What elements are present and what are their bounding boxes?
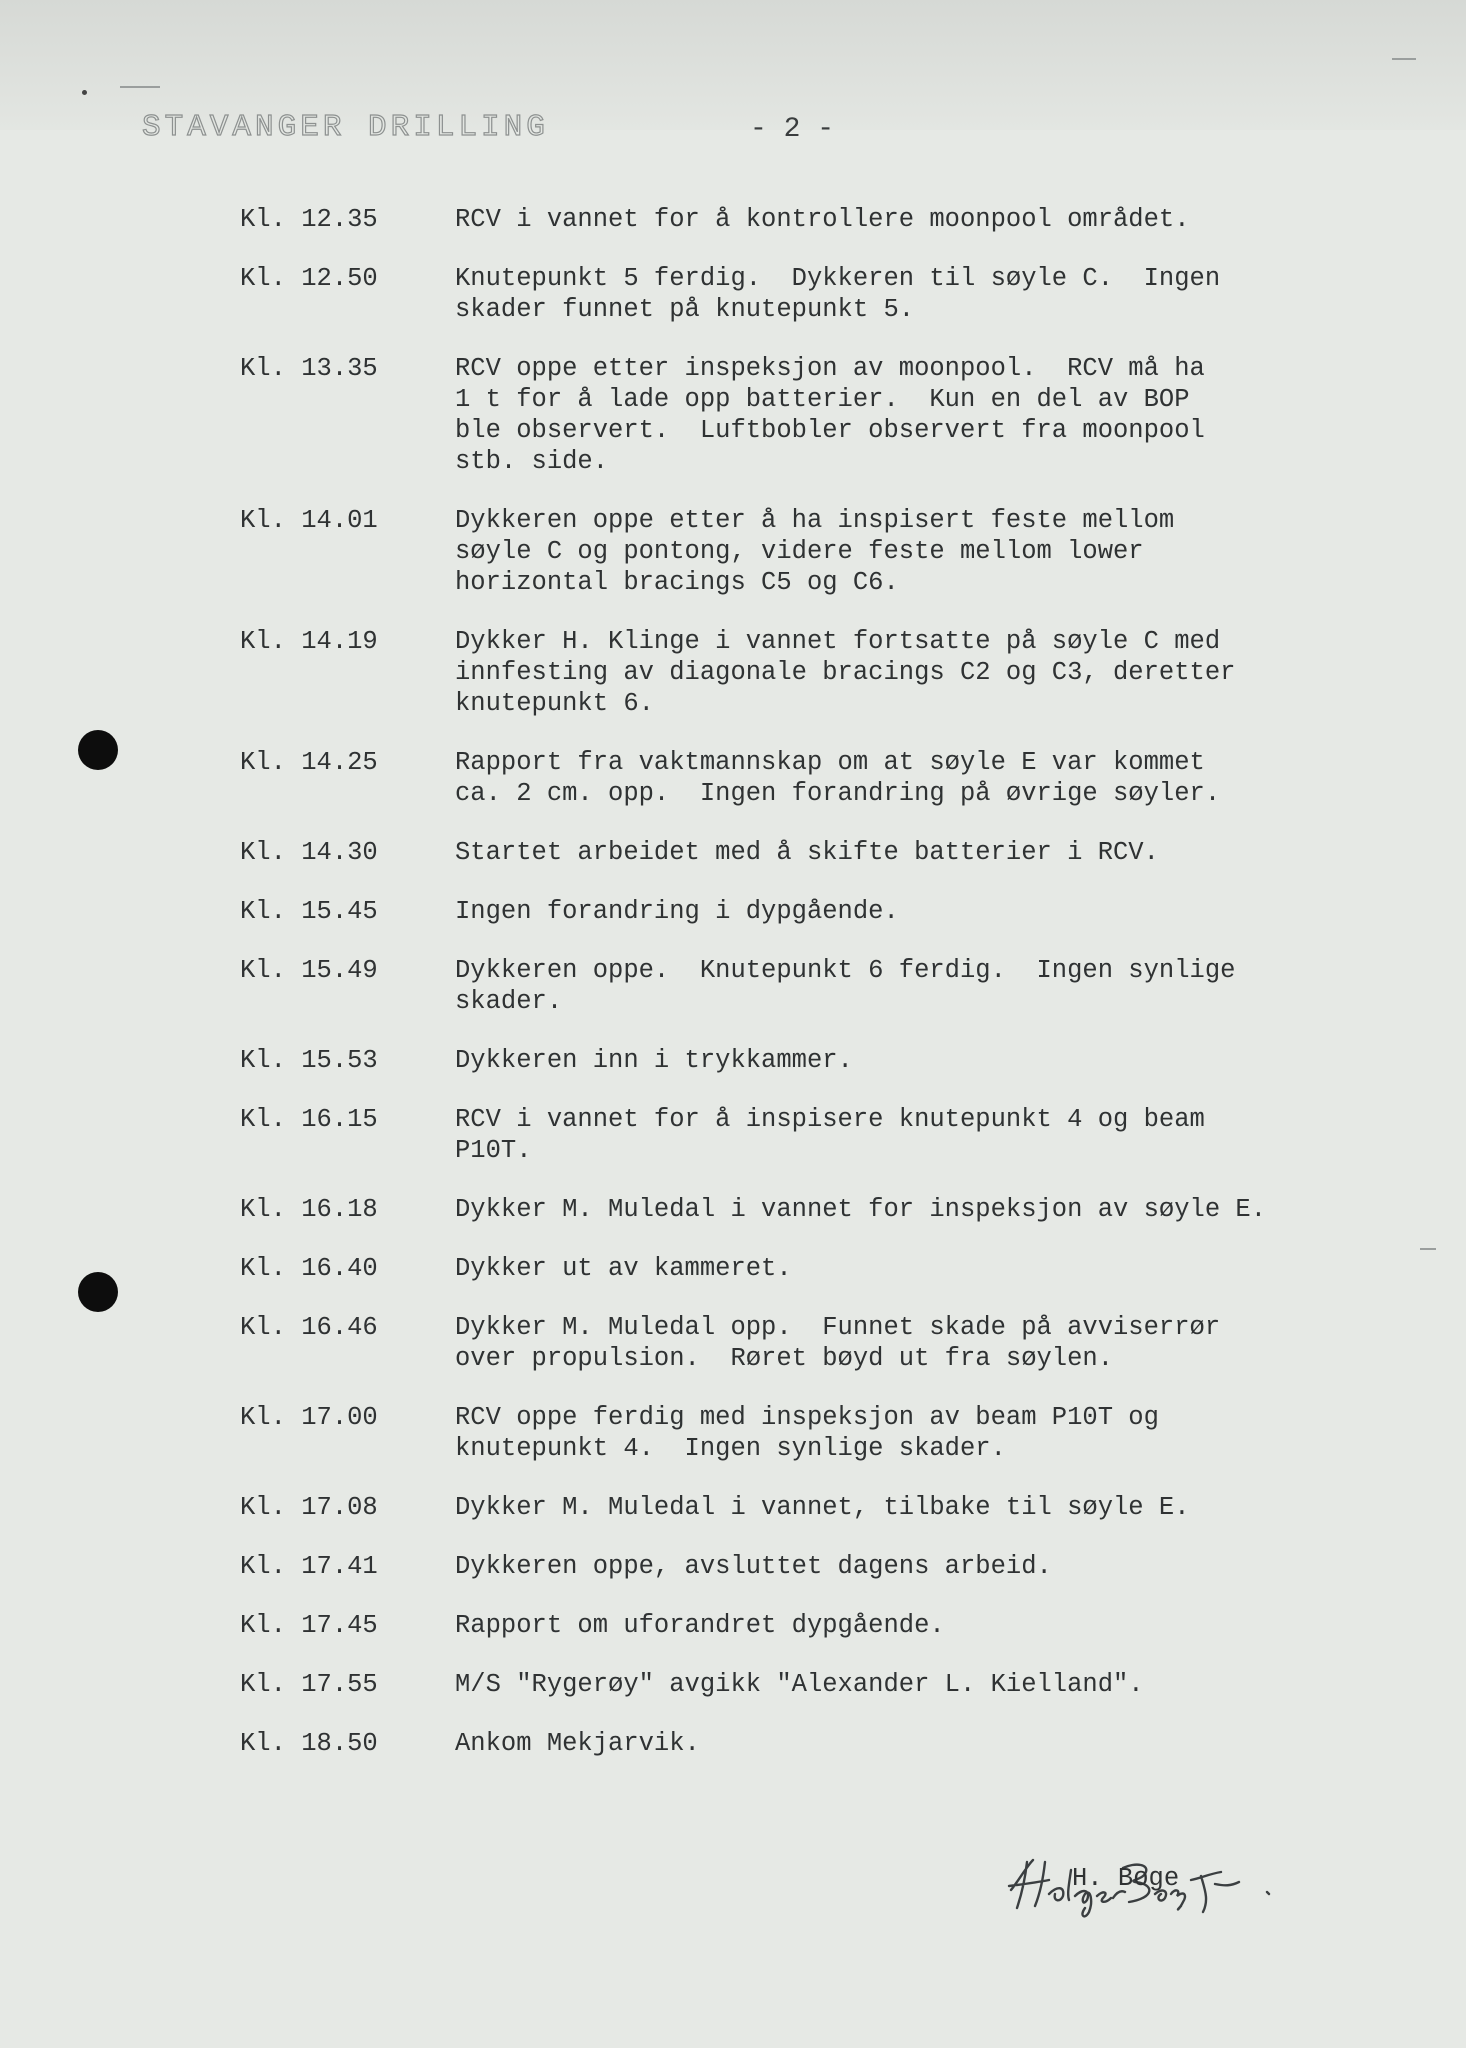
- entry-time: Kl. 16.40: [240, 1254, 378, 1283]
- entry-line: Startet arbeidet med å skifte batterier i RCV.: [455, 838, 1159, 867]
- entry-text: [455, 837, 1420, 868]
- entry-line: Dykker M. Muledal opp. Funnet skade på avviserrør: [455, 1313, 1221, 1342]
- log-entry: [240, 1669, 1420, 1700]
- entry-line: knutepunkt 4. Ingen synlige skader.: [455, 1434, 1006, 1463]
- entry-line: RCV i vannet for å inspisere knutepunkt 4 og beam: [455, 1105, 1205, 1134]
- entry-text: [455, 263, 1420, 325]
- entry-line: Dykker M. Muledal i vannet for inspeksjon av søyle E.: [455, 1195, 1267, 1224]
- entry-time: Kl. 15.45: [240, 897, 378, 926]
- entry-text: [455, 1104, 1420, 1166]
- log-entry: [240, 1045, 1420, 1076]
- log-entry: [240, 505, 1420, 598]
- log-entry: [240, 626, 1420, 719]
- entry-line: Dykker ut av kammeret.: [455, 1254, 792, 1283]
- punch-hole: [78, 1272, 118, 1312]
- entry-time: Kl. 15.53: [240, 1046, 378, 1075]
- entry-text: [455, 1669, 1420, 1700]
- entry-line: RCV oppe ferdig med inspeksjon av beam P10T og: [455, 1403, 1159, 1432]
- entry-text: [455, 1253, 1420, 1284]
- scan-mark: [1420, 1248, 1436, 1250]
- entry-time: Kl. 14.30: [240, 838, 378, 867]
- log-entry: [240, 1551, 1420, 1582]
- entry-time: Kl. 15.49: [240, 956, 378, 985]
- signer-name: H. Boge: [1072, 1864, 1180, 1893]
- entry-line: 1 t for å lade opp batterier. Kun en del av BOP: [455, 385, 1190, 414]
- entry-text: [455, 896, 1420, 927]
- entry-text: [455, 204, 1420, 235]
- entry-text: [455, 747, 1420, 809]
- entry-line: ble observert. Luftbobler observert fra moonpool: [455, 416, 1205, 445]
- entry-text: [455, 1610, 1420, 1641]
- entry-text: [455, 626, 1420, 719]
- entry-line: over propulsion. Røret bøyd ut fra søylen.: [455, 1344, 1114, 1373]
- entry-line: P10T.: [455, 1136, 532, 1165]
- entry-line: RCV i vannet for å kontrollere moonpool området.: [455, 205, 1190, 234]
- entry-line: ca. 2 cm. opp. Ingen forandring på øvrige søyler.: [455, 779, 1221, 808]
- entry-line: skader funnet på knutepunkt 5.: [455, 295, 915, 324]
- entry-time: Kl. 16.18: [240, 1195, 378, 1224]
- log-entry: [240, 1402, 1420, 1464]
- entry-text: [455, 505, 1420, 598]
- log-entries: [240, 204, 1420, 1787]
- entry-time: Kl. 14.19: [240, 627, 378, 656]
- scan-mark: [1392, 58, 1416, 60]
- entry-line: Ankom Mekjarvik.: [455, 1729, 700, 1758]
- entry-text: [455, 1312, 1420, 1374]
- log-entry: [240, 747, 1420, 809]
- entry-line: M/S "Rygerøy" avgikk "Alexander L. Kielland".: [455, 1670, 1144, 1699]
- log-entry: [240, 1253, 1420, 1284]
- log-entry: [240, 1312, 1420, 1374]
- entry-time: Kl. 12.50: [240, 264, 378, 293]
- entry-line: Dykker H. Klinge i vannet fortsatte på søyle C med: [455, 627, 1221, 656]
- entry-line: knutepunkt 6.: [455, 689, 654, 718]
- entry-time: Kl. 17.45: [240, 1611, 378, 1640]
- entry-line: RCV oppe etter inspeksjon av moonpool. RCV må ha: [455, 354, 1205, 383]
- scan-speck: [82, 90, 87, 95]
- entry-text: [455, 955, 1420, 1017]
- entry-time: Kl. 13.35: [240, 354, 378, 383]
- entry-time: Kl. 14.25: [240, 748, 378, 777]
- entry-text: [455, 1551, 1420, 1582]
- entry-text: [455, 353, 1420, 477]
- entry-time: Kl. 16.46: [240, 1313, 378, 1342]
- entry-time: Kl. 17.55: [240, 1670, 378, 1699]
- entry-time: Kl. 12.35: [240, 205, 378, 234]
- entry-line: Dykkeren inn i trykkammer.: [455, 1046, 853, 1075]
- log-entry: [240, 1610, 1420, 1641]
- entry-time: Kl. 16.15: [240, 1105, 378, 1134]
- entry-text: [455, 1045, 1420, 1076]
- log-entry: [240, 837, 1420, 868]
- log-entry: [240, 896, 1420, 927]
- page-number: - 2 -: [750, 114, 835, 145]
- entry-time: Kl. 17.41: [240, 1552, 378, 1581]
- entry-line: Dykkeren oppe. Knutepunkt 6 ferdig. Ingen synlige: [455, 956, 1236, 985]
- entry-line: Knutepunkt 5 ferdig. Dykkeren til søyle C. Ingen: [455, 264, 1221, 293]
- entry-time: Kl. 17.00: [240, 1403, 378, 1432]
- log-entry: [240, 204, 1420, 235]
- entry-text: [455, 1492, 1420, 1523]
- log-entry: [240, 263, 1420, 325]
- entry-time: Kl. 14.01: [240, 506, 378, 535]
- entry-line: Rapport om uforandret dypgående.: [455, 1611, 945, 1640]
- log-entry: [240, 1728, 1420, 1759]
- scan-mark: [120, 86, 160, 88]
- entry-line: Dykkeren oppe etter å ha inspisert feste mellom: [455, 506, 1175, 535]
- log-entry: [240, 1104, 1420, 1166]
- punch-hole: [78, 730, 118, 770]
- entry-line: søyle C og pontong, videre feste mellom lower: [455, 537, 1144, 566]
- letterhead: STAVANGER DRILLING: [142, 110, 549, 145]
- entry-time: Kl. 18.50: [240, 1729, 378, 1758]
- entry-line: Dykker M. Muledal i vannet, tilbake til søyle E.: [455, 1493, 1190, 1522]
- entry-text: [455, 1194, 1420, 1225]
- log-entry: [240, 955, 1420, 1017]
- entry-text: [455, 1728, 1420, 1759]
- log-entry: [240, 353, 1420, 477]
- entry-line: Dykkeren oppe, avsluttet dagens arbeid.: [455, 1552, 1052, 1581]
- entry-text: [455, 1402, 1420, 1464]
- entry-line: skader.: [455, 987, 563, 1016]
- entry-line: Rapport fra vaktmannskap om at søyle E var kommet: [455, 748, 1205, 777]
- log-entry: [240, 1492, 1420, 1523]
- entry-line: Ingen forandring i dypgående.: [455, 897, 899, 926]
- log-entry: [240, 1194, 1420, 1225]
- entry-line: stb. side.: [455, 447, 609, 476]
- entry-line: horizontal bracings C5 og C6.: [455, 568, 899, 597]
- entry-time: Kl. 17.08: [240, 1493, 378, 1522]
- entry-line: innfesting av diagonale bracings C2 og C3, deretter: [455, 658, 1236, 687]
